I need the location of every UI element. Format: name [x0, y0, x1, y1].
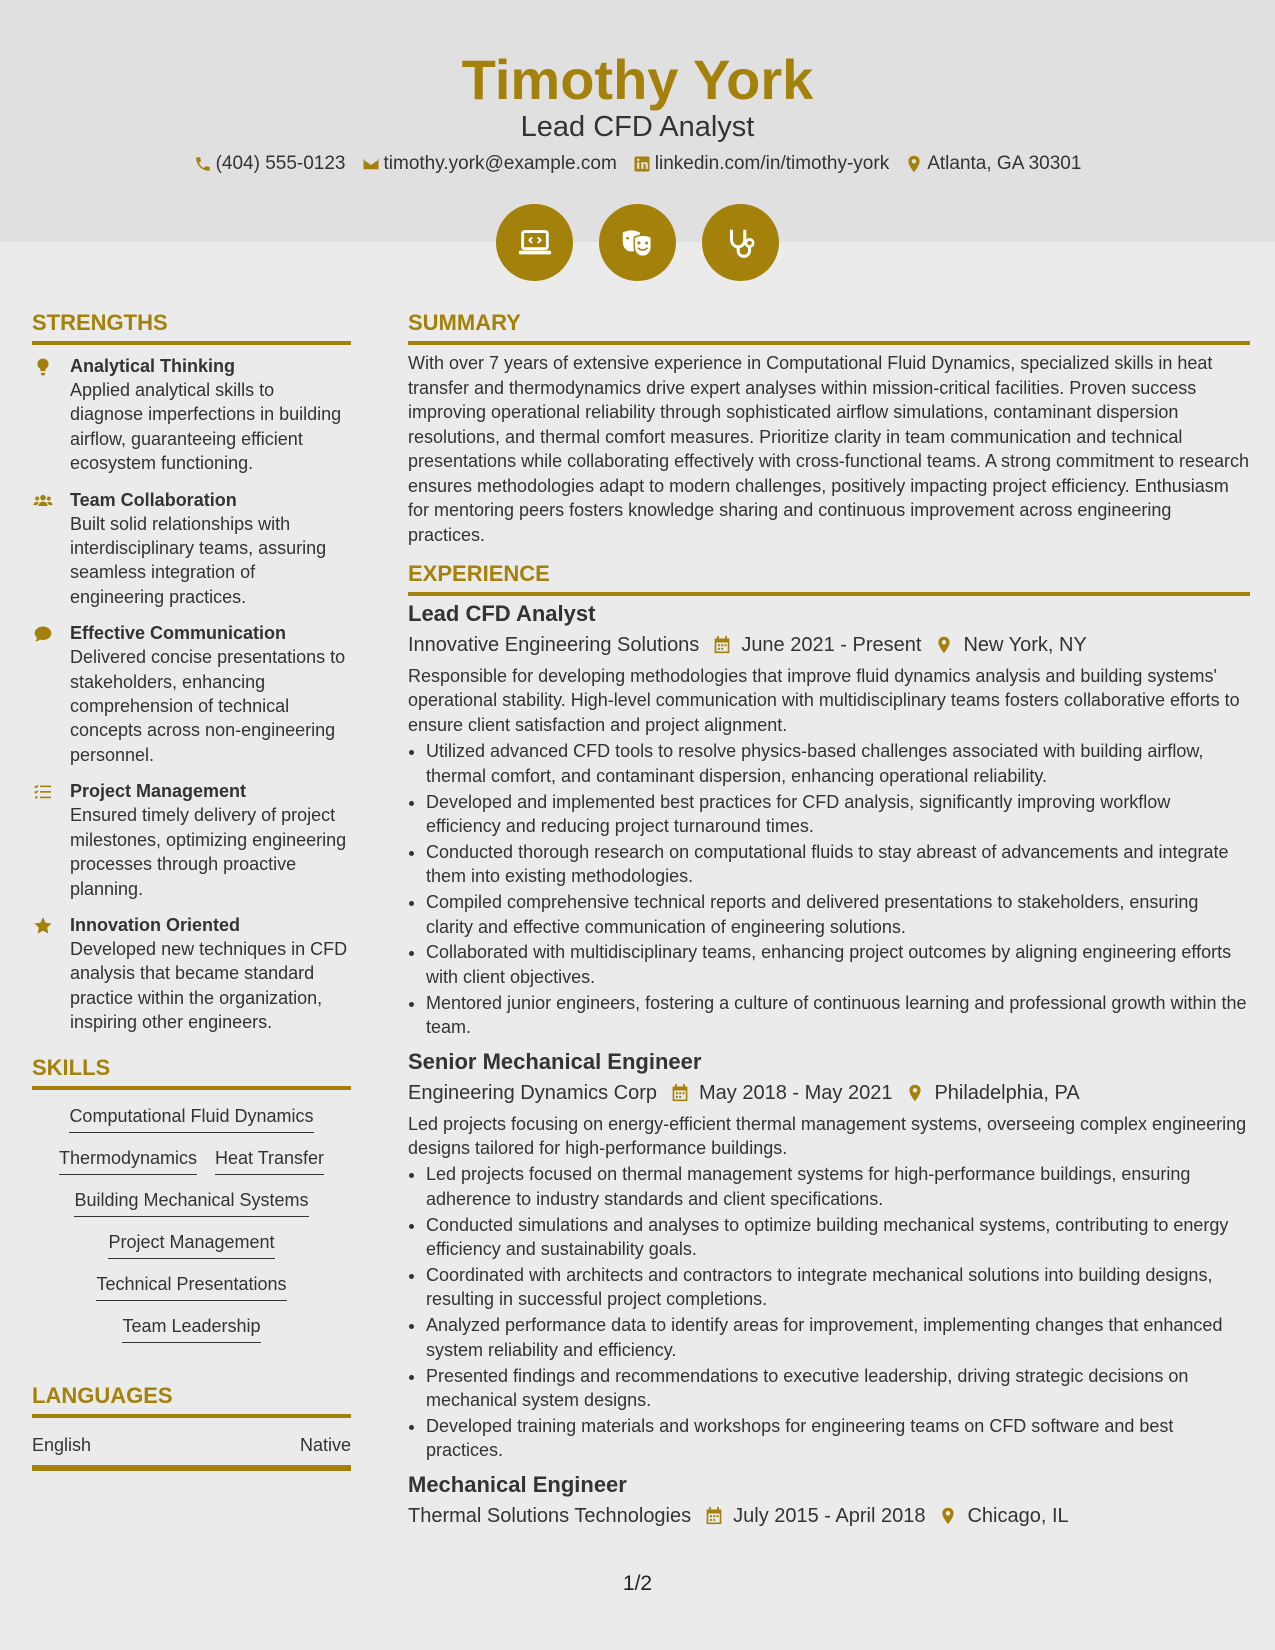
strengths-heading: STRENGTHS	[32, 308, 351, 345]
job-bullet: • Compiled comprehensive technical reports and delivered presentations to stakeholders, ensuring clarity and effective communication of engineering solutions.	[426, 890, 1250, 939]
envelope-icon	[362, 155, 380, 173]
skills-heading: SKILLS	[32, 1053, 351, 1090]
job-title: Senior Mechanical Engineer	[408, 1048, 702, 1074]
skill-tag: Heat Transfer	[215, 1146, 324, 1175]
job-bullets	[408, 1162, 1250, 1462]
location-text: Atlanta, GA 30301	[927, 153, 1082, 174]
job-meta	[408, 1078, 1250, 1108]
summary-heading: SUMMARY	[408, 308, 1250, 345]
job-dates: July 2015 - April 2018	[733, 1504, 926, 1527]
right-column	[408, 308, 1250, 1531]
job-description: Led projects focusing on energy-efficient thermal management systems, overseeing complex engineering designs tailored for high-performance buildings.	[408, 1113, 1247, 1158]
language-row	[32, 1427, 351, 1471]
job-company: Thermal Solutions Technologies	[408, 1504, 692, 1527]
job-bullet: • Developed training materials and workshops for engineering teams on CFD software and best practices.	[426, 1414, 1250, 1463]
job-location: Chicago, IL	[967, 1504, 1069, 1527]
strength-item	[32, 913, 351, 1035]
linkedin-text: linkedin.com/in/timothy-york	[654, 153, 890, 174]
job-dates: May 2018 - May 2021	[699, 1081, 893, 1104]
contact-bar	[0, 152, 1275, 176]
job-dates: June 2021 - Present	[741, 634, 922, 656]
theater-masks-icon	[599, 204, 676, 281]
phone-icon	[194, 155, 212, 173]
strength-desc: Developed new techniques in CFD analysis that became standard practice within the organization, inspiring other engineers.	[70, 938, 348, 1033]
job-meta	[408, 1501, 1250, 1531]
job-entry	[408, 600, 1250, 1040]
calendar-icon	[671, 1083, 689, 1103]
strength-desc: Delivered concise presentations to stakeholders, enhancing comprehension of technical concepts across non-engineering personnel.	[70, 647, 346, 765]
job-bullets	[408, 739, 1250, 1039]
job-bullet: • Utilized advanced CFD tools to resolve physics-based challenges associated with building airflow, thermal comfort, and contaminant dispersion, enhancing operational reliability.	[426, 739, 1250, 788]
map-marker-icon	[906, 1083, 924, 1103]
left-column	[32, 308, 351, 1471]
strength-item	[32, 779, 351, 901]
job-location: Philadelphia, PA	[934, 1081, 1080, 1104]
candidate-name: Timothy York	[461, 48, 814, 111]
job-bullet: • Conducted simulations and analyses to optimize building mechanical systems, contributing to energy efficiency and sustainability goals.	[426, 1213, 1250, 1262]
strength-title: Project Management	[70, 781, 247, 802]
job-meta	[408, 630, 1250, 660]
strength-item	[32, 488, 351, 610]
job-company: Innovative Engineering Solutions	[408, 634, 700, 656]
strength-title: Effective Communication	[70, 623, 287, 644]
map-marker-icon	[939, 1506, 957, 1526]
contact-email[interactable]	[362, 152, 617, 176]
job-bullet: • Led projects focused on thermal management systems for high-performance buildings, ensuring adherence to industry standards and client specifications.	[426, 1162, 1250, 1211]
job-bullet: • Collaborated with multidisciplinary teams, enhancing project outcomes by aligning engineering efforts with client objectives.	[426, 940, 1250, 989]
languages-heading: LANGUAGES	[32, 1381, 351, 1418]
laptop-code-icon	[496, 204, 573, 281]
calendar-icon	[713, 635, 731, 655]
interest-icons	[0, 204, 1275, 281]
job-company: Engineering Dynamics Corp	[408, 1081, 658, 1104]
contact-linkedin[interactable]	[633, 152, 889, 176]
job-title: Lead CFD Analyst	[408, 601, 596, 626]
strength-title: Innovation Oriented	[70, 914, 241, 935]
skill-tag: Computational Fluid Dynamics	[69, 1104, 313, 1133]
experience-heading: EXPERIENCE	[408, 559, 1250, 596]
page-number: 1/2	[622, 1572, 653, 1595]
map-marker-icon	[905, 155, 923, 173]
skill-tag: Technical Presentations	[96, 1272, 286, 1301]
job-bullet: • Mentored junior engineers, fostering a culture of continuous learning and professional growth within the team.	[426, 991, 1250, 1040]
summary-text: With over 7 years of extensive experience in Computational Fluid Dynamics, specialized skills in heat transfer and thermodynamics drive expert analyses within mission-critical facilities. Proven success improving operational reliability through sophisticated airflow simulations, contaminant dispersion resolutions, and thermal comfort measures. Prioritize clarity in team communication and technical presentations while collaborating effectively with cross-functional teams. A strong commitment to research ensures methodologies adapt to modern challenges, positively impacting project efficiency. Enthusiasm for mentoring peers fosters knowledge sharing and continuous improvement across engineering practices.	[408, 353, 1250, 545]
skill-tag: Thermodynamics	[59, 1146, 197, 1175]
email-text: timothy.york@example.com	[383, 153, 617, 174]
skill-tag: Team Leadership	[122, 1314, 260, 1343]
lightbulb-icon	[32, 357, 54, 377]
contact-location	[905, 152, 1081, 176]
candidate-title: Lead CFD Analyst	[520, 111, 755, 143]
comment-icon	[32, 624, 54, 644]
contact-phone[interactable]	[194, 152, 346, 176]
strength-desc: Built solid relationships with interdisciplinary teams, assuring seamless integration of engineering practices.	[70, 513, 327, 607]
job-location: New York, NY	[963, 634, 1087, 656]
skill-tag: Project Management	[108, 1230, 274, 1259]
job-bullet: • Coordinated with architects and contractors to integrate mechanical solutions into building designs, resulting in successful project completions.	[426, 1263, 1250, 1312]
users-icon	[32, 491, 54, 511]
tasks-icon	[32, 782, 54, 802]
strength-title: Analytical Thinking	[70, 356, 236, 376]
job-bullet: • Analyzed performance data to identify areas for improvement, implementing changes that enhanced system reliability and efficiency.	[426, 1313, 1250, 1362]
job-bullet: • Presented findings and recommendations to executive leadership, driving strategic decisions on mechanical system designs.	[426, 1364, 1250, 1413]
strength-title: Team Collaboration	[70, 489, 237, 510]
calendar-icon	[705, 1506, 723, 1526]
job-entry	[408, 1471, 1250, 1531]
phone-text: (404) 555-0123	[215, 153, 346, 174]
stethoscope-icon	[702, 204, 779, 281]
strength-item	[32, 621, 351, 767]
skill-tag: Building Mechanical Systems	[74, 1188, 308, 1217]
strength-desc: Ensured timely delivery of project milestones, optimizing engineering processes through proactive planning.	[70, 805, 347, 899]
star-icon	[32, 916, 54, 936]
job-title: Mechanical Engineer	[408, 1471, 627, 1497]
job-bullet: • Developed and implemented best practices for CFD analysis, significantly improving workflow efficiency and reducing project turnaround times.	[426, 790, 1250, 839]
language-name: English	[32, 1434, 92, 1455]
map-marker-icon	[935, 635, 953, 655]
strength-desc: Applied analytical skills to diagnose imperfections in building airflow, guaranteeing efficient ecosystem functioning.	[70, 380, 342, 474]
skills-list	[32, 1102, 351, 1343]
job-bullet: • Conducted thorough research on computational fluids to stay abreast of advancements and integrate them into existing methodologies.	[426, 840, 1250, 889]
linkedin-icon	[633, 155, 651, 173]
job-description: Responsible for developing methodologies that improve fluid dynamics analysis and building systems' operational stability. High-level communication with multidisciplinary teams fosters collaborative efforts to ensure client satisfaction and project alignment.	[408, 666, 1240, 735]
job-entry	[408, 1048, 1250, 1463]
strength-item	[32, 354, 351, 476]
language-level: Native	[299, 1434, 351, 1455]
